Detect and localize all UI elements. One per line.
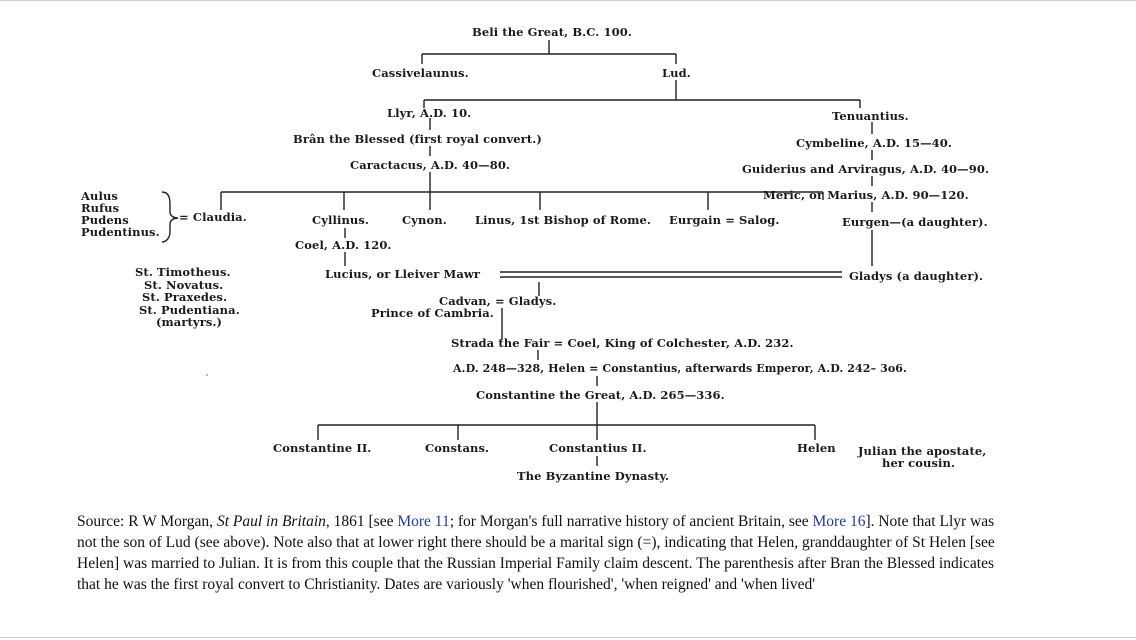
bottom-rule [0,637,1136,638]
node-byzantine: The Byzantine Dynasty. [517,469,670,483]
node-cynon: Cynon. [402,213,447,227]
node-bran: Brân the Blessed (first royal convert.) [293,132,542,146]
caption-text: , 1861 [see [325,513,398,530]
node-constans: Constans. [425,441,490,455]
caption-text: ]. Note that Llyr was not the son of Lud (see above). Note also that at lower right there should be a marital sign (=), indicating that Helen, granddaughter of St Helen [see Helen] was married to Julian. It is from this couple that the Russian Imperial Family claim descent. The parenthesis after Bran the Blessed indicates that he was the first royal convert to Christianity. Dates are variously 'when flourished', 'when reigned' and 'when lived' [77,513,995,593]
node-beli: Beli the Great, B.C. 100. [472,25,632,39]
node-caractacus: Caractacus, A.D. 40—80. [350,158,511,172]
node-julian: Julian the apostate, [858,444,987,458]
aulus-name: Rufus [81,201,120,215]
node-eurgain: Eurgain = Salog. [669,213,780,227]
source-caption [77,511,1007,595]
node-cassivelaunus: Cassivelaunus. [372,66,469,80]
node-constantine: Constantine the Great, A.D. 265—336. [476,388,725,402]
saint-name: St. Novatus. [144,277,224,292]
node-linus: Linus, 1st Bishop of Rome. [475,213,652,227]
caption-book-title: St Paul in Britain [216,513,326,530]
node-cadvan: Cadvan, = Gladys. [439,294,557,308]
node-helen2: Helen [797,441,836,455]
node-constantius2: Constantius II. [549,441,647,455]
node-guiderius: Guiderius and Arviragus, A.D. 40—90. [742,162,990,176]
aulus-name: Aulus [81,189,118,203]
node-helen: A.D. 248—328, Helen = Constantius, afterwards Emperor, A.D. 242– 3o6. [453,362,907,375]
stray-mark [206,374,208,376]
aulus-name: Pudens [81,213,129,227]
node-tenuantius: Tenuantius. [832,109,909,123]
more-16-link[interactable]: More 16 [812,513,866,530]
saint-name: St. Praxedes. [142,290,228,304]
saint-name: St. Timotheus. [135,265,231,279]
node-cymbeline: Cymbeline, A.D. 15—40. [796,136,952,150]
node-cyllinus: Cyllinus. [312,213,370,227]
node-llyr: Llyr, A.D. 10. [387,106,472,120]
node-meric: Meric, or Marius, A.D. 90—120. [763,188,969,202]
saint-name: St. Pudentiana. [139,302,240,317]
node-lud: Lud. [662,66,691,80]
node-constantine2: Constantine II. [273,441,372,455]
node-julian2: her cousin. [882,456,956,470]
node-aulus [81,190,160,238]
more-11-link[interactable]: More 11 [397,513,450,530]
caption-text: Source: R W Morgan, [77,513,217,530]
saint-name: (martyrs.) [156,315,223,329]
brace [162,192,178,242]
node-gladys: Gladys (a daughter). [849,269,984,283]
node-strada: Strada the Fair = Coel, King of Colchester, A.D. 232. [451,336,794,350]
node-eurgen: Eurgen—(a daughter). [842,215,988,229]
node-coel120: Coel, A.D. 120. [295,238,392,252]
node-claudia: = Claudia. [179,210,247,224]
aulus-name: Pudentinus. [81,225,160,239]
node-saints [135,266,240,329]
node-lucius: Lucius, or Lleiver Mawr [325,267,481,281]
caption-text: ; for Morgan's full narrative history of ancient Britain, see [449,513,813,530]
node-prince: Prince of Cambria. [371,306,494,320]
